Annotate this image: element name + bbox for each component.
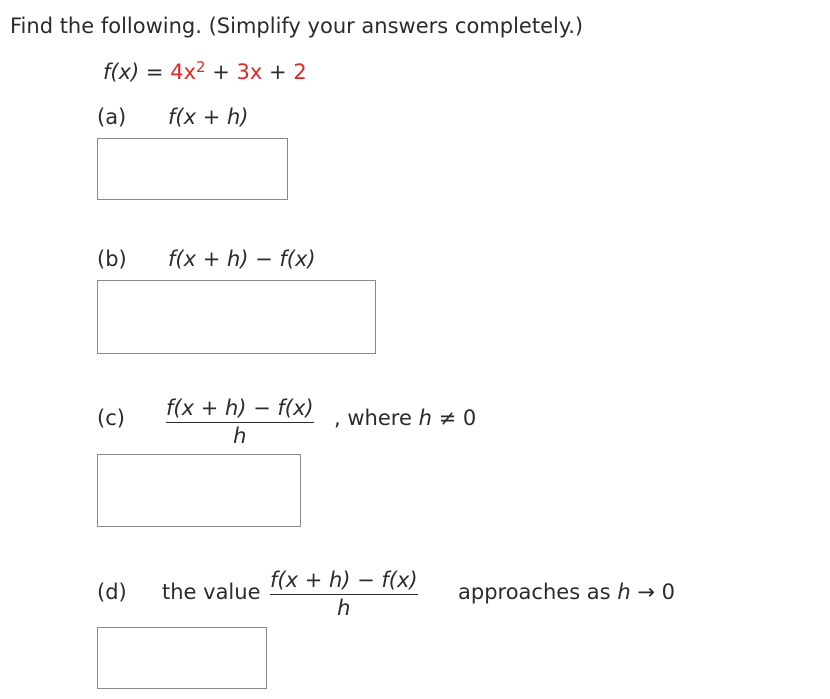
part-c-answer-input[interactable] [97, 454, 301, 527]
part-b-expression: f(x + h) − f(x) [168, 247, 316, 271]
function-lhs: f(x) [103, 60, 140, 84]
part-d-denominator: h [337, 596, 351, 620]
part-d-label: (d) [97, 580, 127, 604]
exponent: 2 [196, 58, 206, 76]
coefficient-a: 4x [170, 60, 196, 84]
part-a-expression: f(x + h) [168, 105, 249, 129]
plus-sign-1: + [212, 60, 230, 84]
part-c-denominator: h [233, 424, 247, 448]
part-c-comma: , [334, 406, 341, 430]
part-b-answer-input[interactable] [97, 280, 376, 354]
part-a-label: (a) [97, 105, 127, 129]
part-d-arrow-zero: → 0 [637, 580, 675, 604]
part-d-answer-input[interactable] [97, 627, 267, 689]
part-a-answer-input[interactable] [97, 138, 288, 200]
part-d-h-variable: h [617, 580, 631, 604]
part-c-h-variable: h [418, 406, 432, 430]
part-c-not-equal-zero: ≠ 0 [438, 406, 477, 430]
part-d-fraction [270, 570, 418, 619]
part-c-fraction [166, 398, 314, 447]
part-c-where-text: where [347, 406, 412, 430]
instructions: Find the following. (Simplify your answers completely.) [10, 14, 584, 38]
part-d-prefix: the value [162, 580, 261, 604]
part-c-condition [334, 408, 476, 429]
part-c-numerator: f(x + h) − f(x) [166, 398, 314, 423]
coefficient-b: 3x [236, 60, 263, 84]
part-d-suffix [458, 582, 675, 603]
part-d-approaches-text: approaches as [458, 580, 611, 604]
part-b-label: (b) [97, 247, 127, 271]
part-d-numerator: f(x + h) − f(x) [270, 570, 418, 595]
function-definition [103, 58, 307, 84]
equals-sign: = [145, 60, 164, 84]
plus-sign-2: + [269, 60, 287, 84]
part-c-label: (c) [97, 406, 125, 430]
constant-c: 2 [293, 60, 307, 84]
